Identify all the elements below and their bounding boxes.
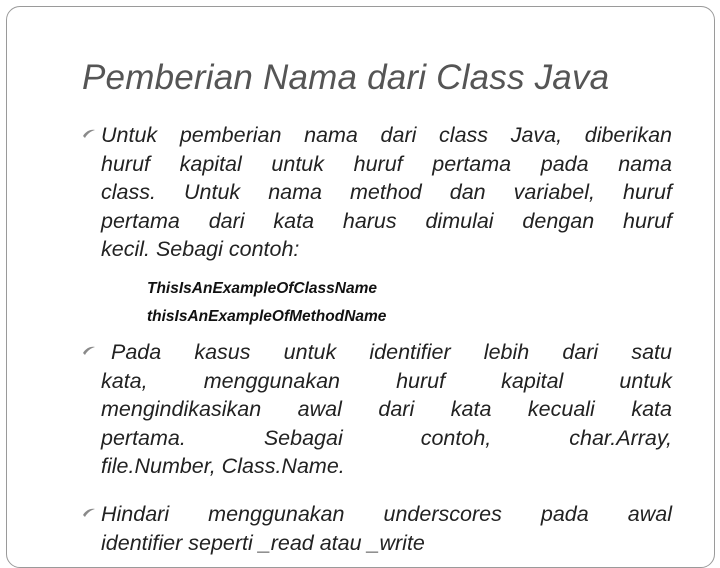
slide-title: Pemberian Nama dari Class Java (82, 58, 610, 97)
bullet-1-line-2: huruf kapital untuk huruf pertama pada nama (101, 151, 672, 176)
example-method-name: thisIsAnExampleOfMethodName (147, 308, 387, 325)
bullet-3-line-1: Hindari menggunakan underscores pada awal (101, 502, 672, 526)
bullet-2-line-2: kata, menggunakan huruf kapital untuk (101, 368, 672, 393)
bullet-2-line-1: Pada kasus untuk identifier lebih dari satu (111, 340, 672, 364)
swoosh-bullet-icon (82, 507, 96, 518)
bullet-2 (101, 338, 672, 481)
bullet-1-line-1: Untuk pemberian nama dari class Java, diberikan (101, 123, 672, 147)
swoosh-bullet-icon (82, 128, 96, 139)
bullet-2-line-4: pertama. Sebagai contoh, char.Array, (101, 425, 672, 450)
bullet-3-line-2: identifier seperti _read atau _write (101, 530, 425, 555)
bullet-1-line-5: kecil. Sebagi contoh: (101, 237, 300, 261)
example-class-name: ThisIsAnExampleOfClassName (147, 280, 378, 297)
bullet-2-line-3: mengindikasikan awal dari kata kecuali kata (101, 397, 672, 421)
bullet-1-line-4: pertama dari kata harus dimulai dengan huruf (101, 208, 672, 233)
bullet-2-line-5: file.Number, Class.Name. (101, 454, 345, 478)
bullet-3 (101, 500, 672, 557)
bullet-1-line-3: class. Untuk nama method dan variabel, huruf (101, 180, 672, 204)
bullet-1 (101, 121, 672, 264)
swoosh-bullet-icon (82, 345, 96, 356)
